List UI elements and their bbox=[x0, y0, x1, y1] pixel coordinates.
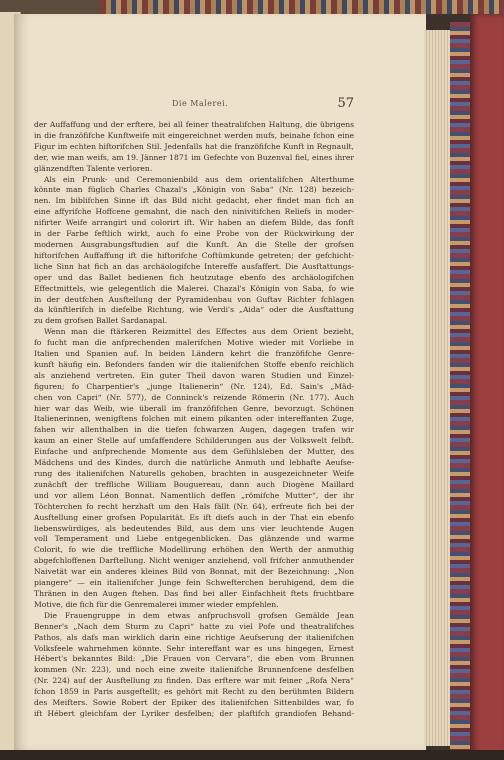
text-line: Motive, die fich für die Genremalerei immer wieder empfehlen. bbox=[34, 599, 279, 609]
text-line: Die Frauengruppe in dem etwas anfpruchsvoll grofsen Gemälde Jean bbox=[44, 610, 354, 620]
marbled-head-edge bbox=[100, 0, 504, 14]
text-line: Ausftellung einer grofsen Popularität. Es ift diefs auch in der That ein ebenfo bbox=[34, 512, 354, 522]
text-line: in die franzöfifche Kunftweife mit eingereichnet werden mufs, beinahe fchon eine bbox=[34, 130, 354, 140]
text-line: glänzendften Talente verloren. bbox=[34, 163, 153, 173]
text-line: Einfache und anfprechende Momente aus dem Gefühlsleben der Mutter, des bbox=[34, 447, 354, 457]
text-line: fahen wir allenthalben in die tiefen fchwarzen Augen, dagegen trafen wir bbox=[34, 425, 354, 435]
text-line: Volksfeele wahrnehmen könnte. Sehr intereffant war es uns hingegen, Ernest bbox=[34, 643, 354, 653]
text-line: liche Sinn hat fich an das archäologifche Intereffe ausfaffert. Die Ausftattungs- bbox=[34, 261, 354, 271]
text-line: Naivetät war ein anderes kleines Bild von Bonnat, mit der Bezeichnung: „Non bbox=[34, 567, 354, 577]
book-bottom-edge bbox=[0, 750, 504, 760]
text-line: kaum an einer Stelle auf umfaffendere Schilderungen aus der Volkswelt felbft. bbox=[34, 436, 354, 446]
text-line: abgefchloffenen Darftellung. Nicht weniger anziehend, voll frifcher anmuthender bbox=[34, 556, 354, 566]
text-line: rung des italienifchen Naturells gehoben, brachten in ausgezeichneter Weife bbox=[34, 469, 354, 478]
page-number: 57 bbox=[337, 96, 354, 111]
text-line: ift Hébert gleichfam der Lyriker desfelben; der plaftifch grandiofen Behand- bbox=[34, 708, 354, 718]
text-line: zu dem grofsen Ballet Sardanapal. bbox=[34, 316, 168, 326]
text-line: chen von Capri“ (Nr. 577), de Conninck's reizende Römerin (Nr. 177). Auch bbox=[34, 392, 354, 402]
page-leaves bbox=[424, 30, 450, 746]
text-line: Als ein Prunk- und Ceremonienbild aus dem orientalifchen Alterthume bbox=[44, 174, 354, 184]
text-line: Italienerinnen, wenigftens folchen mit einem pikanten oder intereffanten Zuge, bbox=[34, 414, 354, 424]
text-line: Figur im echten hiftorifchen Stil. Jedenfalls hat die franzöfifche Kunft in Regnault, bbox=[34, 141, 354, 151]
text-line: fchon 1859 in Paris ausgeftellt; es gehört mit Recht zu den berühmten Bildern bbox=[34, 687, 354, 697]
body-text bbox=[34, 120, 354, 720]
text-line: Italien und Spanien auf. In beiden Ländern kehrt die franzöfifche Genre- bbox=[34, 349, 354, 359]
text-line: in der Farbe feftlich wirkt, auch fo eine Probe von der Rückwirkung der bbox=[34, 229, 354, 239]
text-line: Colorit, fo wie die treffliche Modellirung erhöhen den Werth der anmuthig bbox=[34, 545, 354, 555]
marbled-fore-edge bbox=[450, 22, 470, 750]
text-line: der, wie man weifs, am 19. Jänner 1871 im Gefechte von Buzenval fiel, eines ihrer bbox=[34, 152, 354, 162]
text-line: Mädchens und des Kindes, durch die natürliche Anmuth und lebhafte Aeufse- bbox=[34, 458, 354, 468]
text-line: liebenswürdiges, als bedeutendes Bild, aus dem uns vier leuchtende Augen bbox=[34, 523, 354, 533]
text-line: hier war das Weib, wie überall im franzöfifchen Genre, bevorzugt. Schönen bbox=[34, 403, 354, 413]
text-line: kunft häufig ein. Befonders fanden wir die italienifchen Stoffe ebenfo reichlich bbox=[34, 359, 354, 369]
text-line: Töchterchen fo recht herzhaft um den Hals fällt (Nr. 64), erfreute fich bei der bbox=[34, 501, 354, 511]
text-line: eine affyrifche Hoffcene gemahnt, die nach den ninivitifchen Reliefs in moder- bbox=[34, 207, 354, 217]
text-line: Wenn man die ftärkeren Reizmittel des Effectes aus dem Orient bezieht, bbox=[44, 327, 354, 337]
text-line: oper und das Ballet bedienen fich heutzutage ebenfo des archäologifchen bbox=[34, 272, 354, 282]
text-line: Hébert's bekanntes Bild: „Die Frauen von Cervara“, die eben vom Brunnen bbox=[34, 654, 354, 664]
book-cover-edge bbox=[470, 14, 504, 760]
text-line: nifirter Weife arrangirt und colorirt ift. Wir haben an diefem Bilde, das fonft bbox=[34, 218, 354, 228]
text-line: fo fucht man die anfprechenden malerifchen Motive wieder mit Vorliebe in bbox=[34, 338, 354, 348]
text-line: hiftorifchen Auffaffung ift die hiftorifche Coftümkunde getreten; der gefchicht- bbox=[34, 250, 354, 260]
text-line: (Nr. 224) auf der Ausftellung zu finden. Das erftere war mit feiner „Rofa Nera“ bbox=[34, 676, 354, 686]
text-line: Thränen in den Augen ftehen. Das find bei aller Einfachheit ftets fruchtbare bbox=[34, 588, 354, 598]
text-line: nen. Im biblifchen Sinne ift das Bild nicht gedacht, eher findet man fich an bbox=[34, 196, 354, 206]
text-line: des Meifters. Sowie Robert der Epiker des italienifchen Sittenbildes war, fo bbox=[34, 698, 354, 708]
text-line: kommen (Nr. 223), und noch eine zweite italienifche Brunnenfcene desfelben bbox=[34, 665, 354, 675]
text-line: in der deutfchen Ausftellung der Pyramidenbau von Guftav Richter fchlagen bbox=[34, 294, 354, 304]
text-line: piangere“ — ein italienifcher Junge fein Schwefterchen beruhigend, dem die bbox=[34, 578, 354, 588]
text-line: und vor allem Léon Bonnat. Namentlich deffen „römifche Mutter“, der ihr bbox=[34, 490, 354, 500]
running-head bbox=[24, 96, 354, 113]
text-line: Effectmittels, wie gelegentlich die Malerei. Chazal's Königin von Saba, fo wie bbox=[34, 283, 354, 293]
text-line: Pathos, als dafs man wirklich darin eine richtige Aeufserung der italienifchen bbox=[34, 632, 354, 642]
text-line: modernen Ausgrabungsftudien auf die Kunft. An die Stelle der grofsen bbox=[34, 239, 354, 249]
text-line: da künftlerifch in diefelbe Richtung, wie Verdi's „Aida“ oder die Ausftattung bbox=[34, 305, 354, 315]
text-line: könnte man füglich Charles Chazal's „Königin von Saba“ (Nr. 128) bezeich- bbox=[34, 185, 354, 195]
text-line: der Auffaffung und der erftere, bei all feiner theatralifchen Haltung, die übrigens bbox=[34, 120, 354, 129]
text-line: voll Temperament und Liebe entgegenblicken. Das glänzende und warme bbox=[34, 534, 354, 544]
text-line: als anziehend vertreten. Ein guter Theil davon waren Studien und Einzel- bbox=[34, 370, 354, 380]
running-head-title: Die Malerei. bbox=[172, 99, 229, 108]
text-line: zunächft der treffliche William Bouguereau, dann auch Diogène Maillard bbox=[34, 479, 354, 489]
text-line: Benner's „Nach dem Sturm zu Capri“ hatte zu viel Pofe und theatralifches bbox=[34, 621, 354, 631]
text-line: figuren; fo Charpentier's „junge Italienerin“ (Nr. 124), Ed. Sain's „Mäd- bbox=[34, 381, 354, 391]
